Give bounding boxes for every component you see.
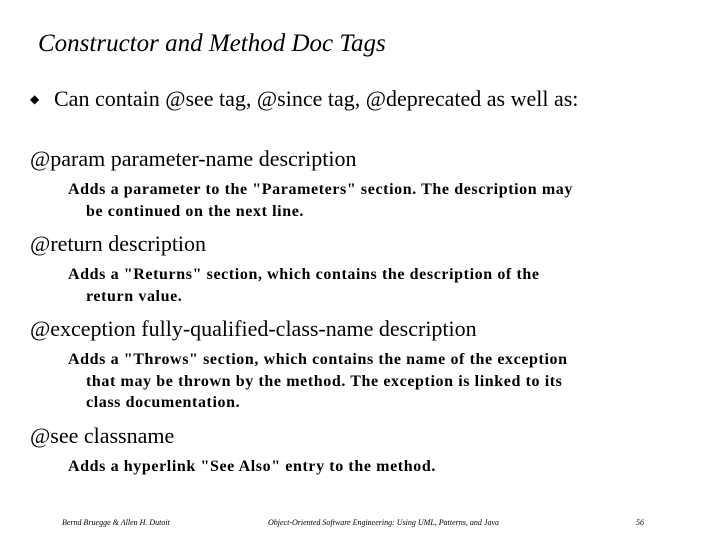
description-line: that may be thrown by the method. The exception is linked to its: [86, 372, 563, 390]
tag-heading-return: @return description: [30, 231, 207, 256]
tag-heading-exception: @exception fully-qualified-class-name description: [30, 316, 477, 341]
diamond-bullet-icon: ◆: [30, 92, 40, 106]
tag-description-see: [68, 456, 436, 478]
footer-authors: Bernd Bruegge & Allen H. Dutoit: [62, 518, 170, 527]
tag-heading-see: @see classname: [30, 423, 175, 448]
description-line: return value.: [86, 287, 183, 305]
tag-description-return: [68, 264, 540, 307]
tag-heading-param: @param parameter-name description: [30, 146, 357, 171]
tag-description-param: [68, 179, 573, 222]
description-line: Adds a parameter to the "Parameters" section. The description may: [68, 181, 573, 198]
description-line: Adds a "Throws" section, which contains the name of the exception: [68, 351, 568, 368]
description-line: Adds a hyperlink "See Also" entry to the method.: [68, 458, 436, 475]
description-line: Adds a "Returns" section, which contains the description of the: [68, 266, 540, 283]
slide-title: Constructor and Method Doc Tags: [38, 30, 386, 57]
footer-book-title: Object-Oriented Software Engineering: Using UML, Patterns, and Java: [268, 518, 499, 527]
description-line: class documentation.: [86, 394, 241, 411]
tag-description-exception: [68, 349, 568, 414]
bullet-item: [30, 86, 578, 112]
bullet-text: Can contain @see tag, @since tag, @deprecated as well as:: [54, 86, 579, 111]
footer-page-number: 56: [636, 518, 644, 527]
description-line: be continued on the next line.: [86, 202, 305, 220]
